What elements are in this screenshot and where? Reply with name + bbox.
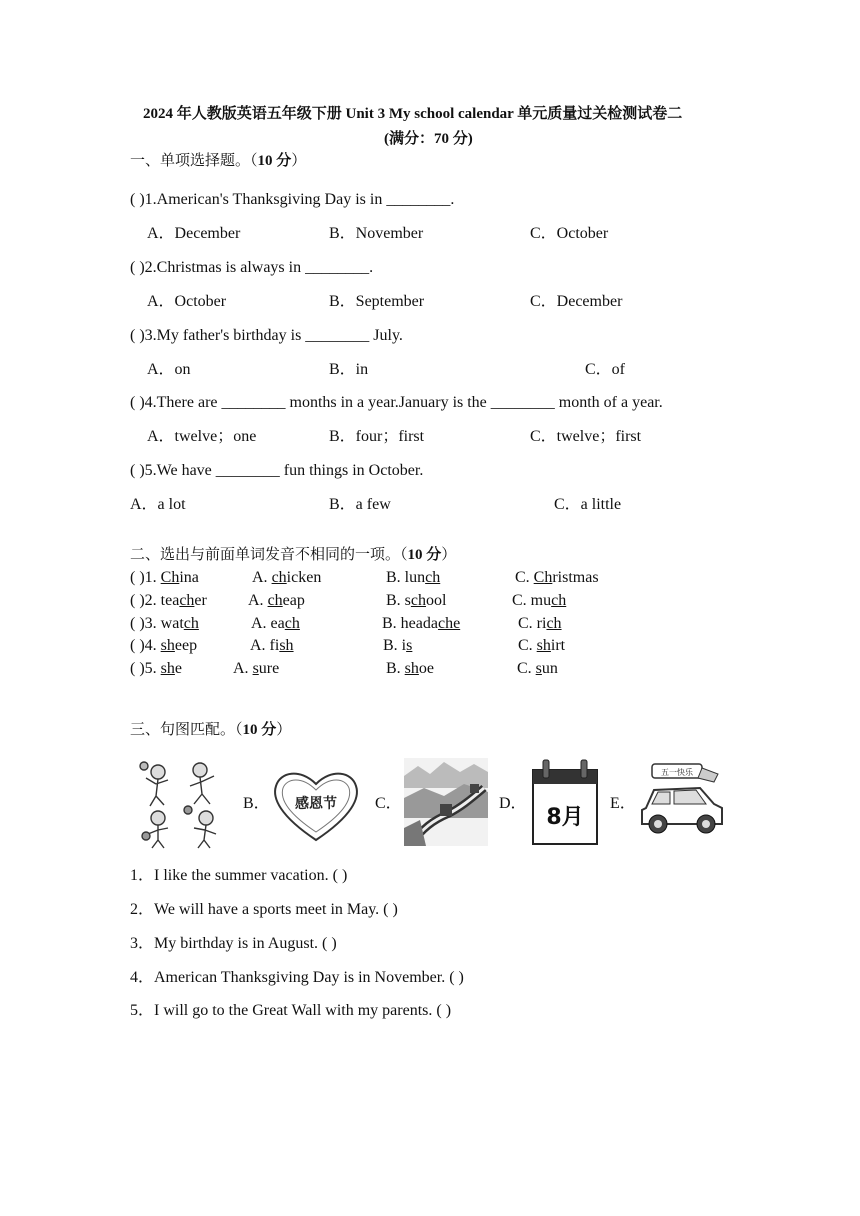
phonics-row-3-option-b: B. headache <box>382 615 461 632</box>
car-sign-text: 五一快乐 <box>661 768 693 777</box>
phonics-row-2-word: ( )2. teacher <box>130 592 207 609</box>
phonics-row-4-option-a: A. fish <box>250 637 294 654</box>
phonics-row-5-option-b: B. shoe <box>386 660 435 677</box>
phonics-row-1-option-a: A. chicken <box>252 569 322 586</box>
picture-e-holiday-car <box>638 758 726 840</box>
phonics-row-1-option-c: C. Christmas <box>515 569 599 586</box>
page-title: 2024 年人教版英语五年级下册 Unit 3 My school calendar 单元质量过关检测试卷二 <box>143 106 683 122</box>
q3-option-c: C．of <box>585 361 626 378</box>
phonics-row-3-option-c: C. rich <box>518 615 562 632</box>
q5-option-b: B．a few <box>329 496 391 513</box>
section-two-heading: 二、选出与前面单词发音不相同的一项。（10 分） <box>130 545 457 563</box>
picture-d-august-calendar <box>530 758 600 846</box>
q1-stem: ( )1.American's Thanksgiving Day is in ________. <box>130 191 455 208</box>
heart-text: 感恩节 <box>295 796 337 812</box>
phonics-row-5-option-a: A. sure <box>233 660 280 677</box>
q3-option-a: A．on <box>147 361 191 378</box>
phonics-row-3-word: ( )3. watch <box>130 615 199 632</box>
phonics-row-2-option-c: C. much <box>512 592 567 609</box>
q4-option-b: B．four；first <box>329 428 425 445</box>
q1-option-b: B．November <box>329 225 424 242</box>
phonics-row-1-option-b: B. lunch <box>386 569 441 586</box>
q2-option-c: C．December <box>530 293 623 310</box>
q5-option-c: C．a little <box>554 496 622 513</box>
q2-option-a: A．October <box>147 293 227 310</box>
q4-option-c: C．twelve；first <box>530 428 642 445</box>
q5-option-a: A．a lot <box>130 496 186 513</box>
picture-a-sports-kids <box>136 758 226 850</box>
picture-c-great-wall <box>404 758 488 846</box>
match-sentence-3: 3．My birthday is in August. ( ) <box>130 935 337 952</box>
match-sentence-4: 4．American Thanksgiving Day is in November. ( ) <box>130 969 464 986</box>
q4-stem: ( )4.There are ________ months in a year.January is the ________ month of a year. <box>130 394 663 411</box>
q3-stem: ( )3.My father's birthday is ________ July. <box>130 327 403 344</box>
q2-option-b: B．September <box>329 293 425 310</box>
phonics-row-5-word: ( )5. she <box>130 660 182 677</box>
picture-label-e: E． <box>610 795 636 812</box>
picture-label-d: D． <box>499 795 527 812</box>
section-one-heading: 一、单项选择题。（10 分） <box>130 151 307 169</box>
match-sentence-2: 2．We will have a sports meet in May. ( ) <box>130 901 398 918</box>
page-subtitle: (满分：70 分) <box>384 131 473 147</box>
match-sentence-5: 5．I will go to the Great Wall with my parents. ( ) <box>130 1002 452 1019</box>
q2-stem: ( )2.Christmas is always in ________. <box>130 259 374 276</box>
section-three-heading: 三、句图匹配。（10 分） <box>130 720 292 738</box>
phonics-row-2-option-b: B. school <box>386 592 447 609</box>
q1-option-a: A．December <box>147 225 241 242</box>
q1-option-c: C．October <box>530 225 609 242</box>
q3-option-b: B．in <box>329 361 369 378</box>
phonics-row-4-option-b: B. is <box>383 637 413 654</box>
q4-option-a: A．twelve；one <box>147 428 257 445</box>
q5-stem: ( )5.We have ________ fun things in October. <box>130 462 424 479</box>
phonics-row-4-option-c: C. shirt <box>518 637 566 654</box>
picture-b-thanksgiving-heart <box>270 768 362 844</box>
picture-label-c: C． <box>375 795 402 812</box>
calendar-text: 8月 <box>546 805 584 830</box>
picture-label-b: B． <box>243 795 270 812</box>
phonics-row-3-option-a: A. each <box>251 615 300 632</box>
phonics-row-2-option-a: A. cheap <box>248 592 305 609</box>
match-sentence-1: 1．I like the summer vacation. ( ) <box>130 867 348 884</box>
phonics-row-4-word: ( )4. sheep <box>130 637 198 654</box>
phonics-row-5-option-c: C. sun <box>517 660 558 677</box>
phonics-row-1-word: ( )1. China <box>130 569 199 586</box>
